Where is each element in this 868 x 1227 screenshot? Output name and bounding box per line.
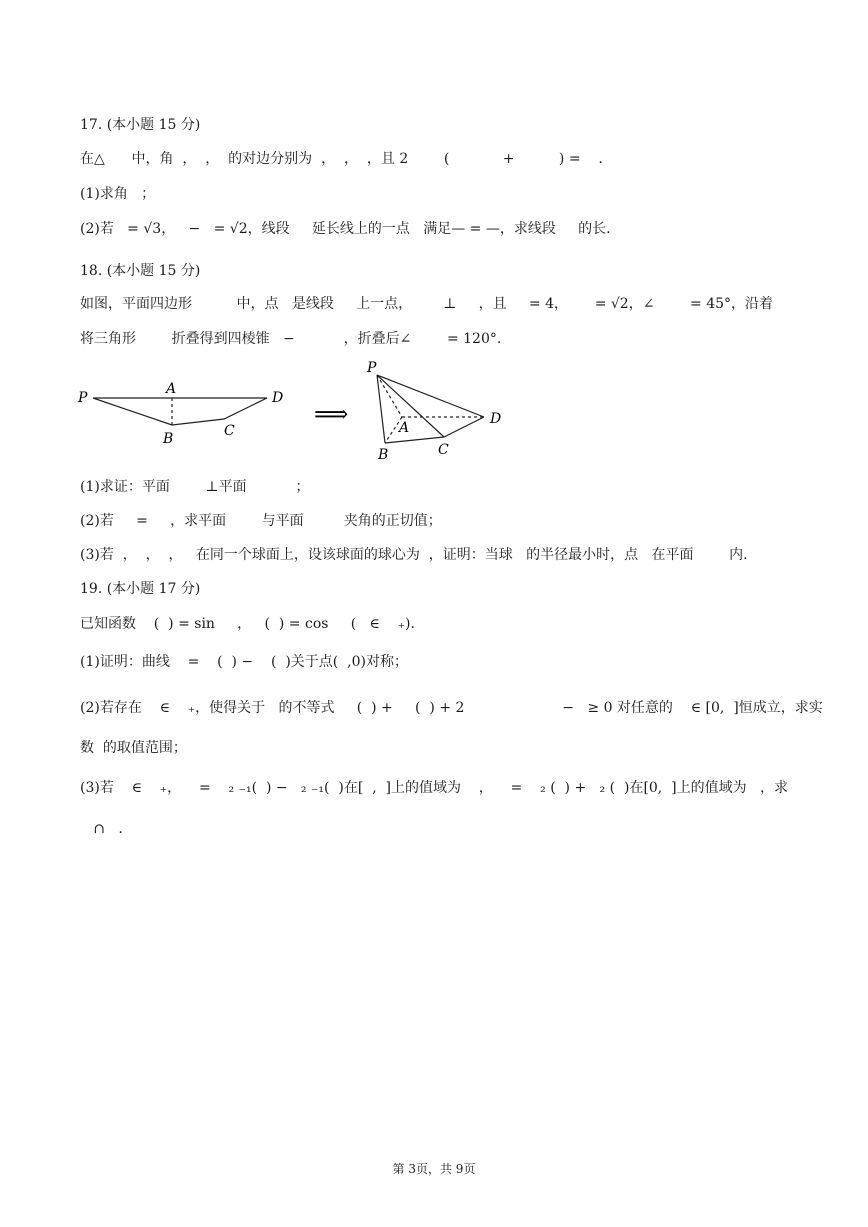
q18-header: 18. (本小题 15 分) — [80, 263, 201, 279]
q19-header: 19. (本小题 17 分) — [80, 581, 201, 597]
q17-header: 17. (本小题 15 分) — [80, 117, 201, 133]
q19-part3-line1: (3)若 ∈ ₊， = ₂ ₋₁( ) − ₂ ₋₁( )在[ , ]上的值域为 ， = ₂ ( ) + ₂ ( )在[0, ]上的值域为 ，求 — [80, 780, 788, 796]
label-D-right: D — [490, 411, 502, 427]
label-P-right: P — [367, 360, 377, 376]
q17-part1: (1)求角 ； — [80, 186, 156, 202]
q18-part2: (2)若 = ，求平面 与平面 夹角的正切值； — [80, 513, 442, 529]
q18-part1: (1)求证：平面 ⊥平面 ； — [80, 479, 310, 495]
q18-part3: (3)若 ， ， ， 在同一个球面上，设该球面的球心为 ，证明：当球 的半径最小时，点 在平面 内. — [80, 547, 748, 563]
label-C-right: C — [438, 442, 449, 458]
q19-part2-line2: 数 的取值范围； — [80, 740, 187, 756]
q17-line1: 在△ 中，角 ， ， 的对边分别为 ， ， ，且 2 ( + ) = . — [80, 151, 603, 167]
pyramid — [377, 375, 484, 443]
label-A-left: A — [166, 381, 177, 397]
label-D-left: D — [272, 390, 284, 406]
flat-quadrilateral — [93, 398, 267, 425]
q19-part2-line1: (2)若存在 ∈ ₊，使得关于 的不等式 ( ) + ( ) + 2 − ≥ 0 对任意的 ∈ [0, ]恒成立，求实 — [80, 700, 823, 716]
q19-part1: (1)证明：曲线 = ( ) − ( )关于点( ,0)对称； — [80, 654, 408, 670]
q18-line2: 将三角形 折叠得到四棱锥 − ，折叠后∠ = 120°. — [80, 331, 502, 347]
q19-part3-line2: ∩ . — [80, 821, 123, 837]
q19-line1: 已知函数 ( ) = sin ， ( ) = cos ( ∈ ₊). — [80, 616, 415, 632]
label-C-left: C — [224, 423, 235, 439]
label-P-left: P — [78, 390, 88, 406]
q18-figure — [0, 355, 868, 465]
q17-part2: (2)若 = √3， − = √2，线段 延长线上的一点 满足— = —，求线段 的长. — [80, 221, 611, 237]
page-footer: 第 3页，共 9页 — [392, 1162, 476, 1176]
label-A-right: A — [399, 420, 410, 436]
q18-line1: 如图，平面四边形 中，点 是线段 上一点， ⊥ ，且 = 4， = √2，∠ = 45°，沿着 — [80, 296, 774, 312]
label-B-right: B — [378, 447, 389, 463]
label-B-left: B — [163, 431, 174, 447]
fold-arrow: ⟹ — [314, 400, 349, 428]
